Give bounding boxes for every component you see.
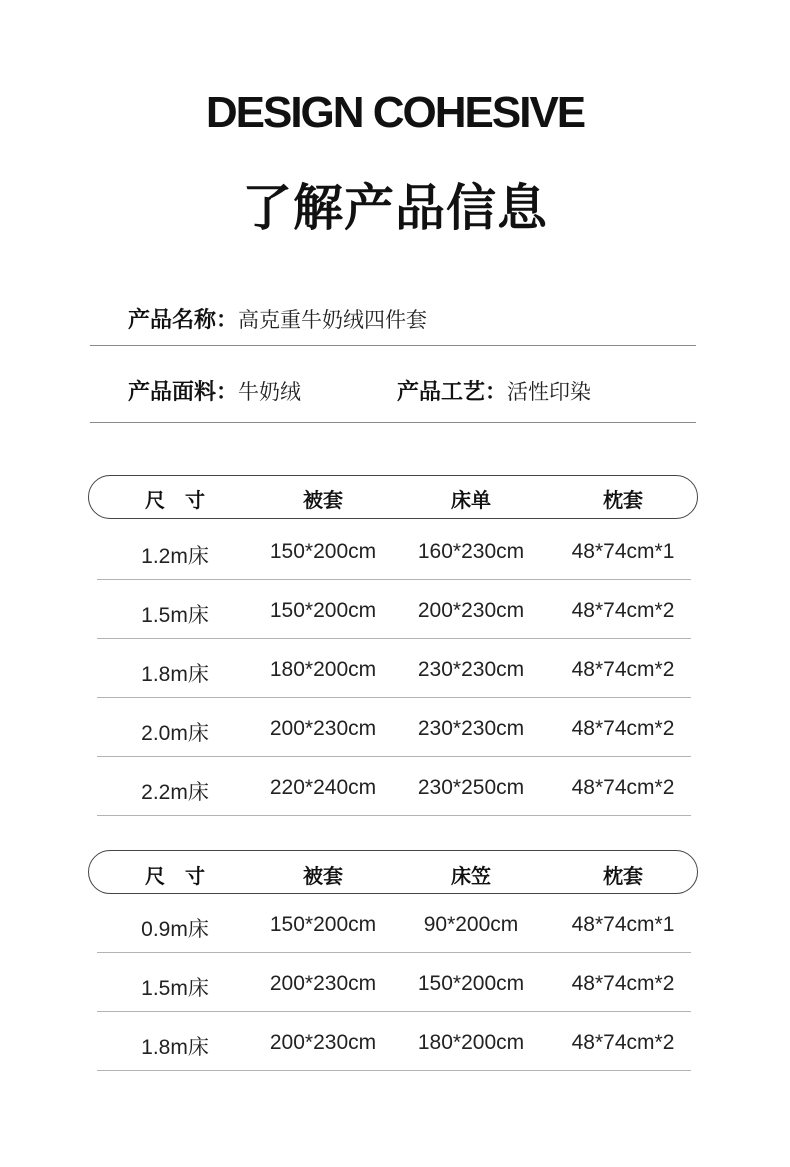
table-cell: 48*74cm*2	[571, 658, 675, 681]
table-cell: 230*250cm	[417, 776, 525, 799]
table-cell: 0.9m床	[141, 918, 209, 941]
table-cell: 160*230cm	[417, 540, 525, 563]
product-craft-row	[397, 375, 591, 406]
product-craft-label: 产品工艺：	[397, 380, 508, 405]
table-cell: 150*200cm	[417, 972, 525, 995]
table-cell: 1.8m床	[141, 663, 209, 686]
table-cell: 1.5m床	[141, 604, 209, 627]
product-craft-value: 活性印染	[507, 380, 592, 404]
table-cell: 220*240cm	[269, 776, 377, 799]
row-divider	[97, 1011, 691, 1012]
product-fabric-label: 产品面料：	[128, 380, 239, 405]
product-name-row	[128, 303, 427, 334]
table-cell: 150*200cm	[269, 913, 377, 936]
product-fabric-row	[128, 375, 301, 406]
table-cell: 200*230cm	[269, 972, 377, 995]
table-cell: 1.5m床	[141, 977, 209, 1000]
column-header: 枕套	[603, 864, 643, 888]
column-header: 枕套	[603, 488, 643, 512]
divider	[90, 345, 696, 346]
table-cell: 150*200cm	[269, 540, 377, 563]
product-name-label: 产品名称：	[128, 308, 239, 333]
table-cell: 230*230cm	[417, 717, 525, 740]
product-fabric-value: 牛奶绒	[238, 380, 302, 404]
table-cell: 90*200cm	[423, 913, 519, 936]
table-cell: 48*74cm*2	[571, 717, 675, 740]
row-divider	[97, 697, 691, 698]
table-cell: 200*230cm	[269, 1031, 377, 1054]
table-cell: 48*74cm*2	[571, 1031, 675, 1054]
page-title-en: DESIGN COHESIVE	[205, 88, 585, 137]
table-cell: 48*74cm*1	[571, 540, 675, 563]
table-cell: 48*74cm*2	[571, 599, 675, 622]
row-divider	[97, 1070, 691, 1071]
row-divider	[97, 579, 691, 580]
table-cell: 200*230cm	[417, 599, 525, 622]
divider	[90, 422, 696, 423]
column-header: 被套	[303, 864, 343, 888]
page-title-cn: 了解产品信息	[242, 179, 548, 237]
table-cell: 230*230cm	[417, 658, 525, 681]
row-divider	[97, 815, 691, 816]
table-cell: 48*74cm*2	[571, 776, 675, 799]
table-cell: 180*200cm	[417, 1031, 525, 1054]
row-divider	[97, 952, 691, 953]
table-cell: 1.8m床	[141, 1036, 209, 1059]
column-header: 尺 寸	[145, 864, 205, 888]
table-cell: 48*74cm*2	[571, 972, 675, 995]
column-header: 被套	[303, 488, 343, 512]
table-cell: 180*200cm	[269, 658, 377, 681]
table-cell: 2.2m床	[141, 781, 209, 804]
table-cell: 1.2m床	[141, 545, 209, 568]
row-divider	[97, 756, 691, 757]
table-cell: 150*200cm	[269, 599, 377, 622]
table-cell: 200*230cm	[269, 717, 377, 740]
product-name-value: 高克重牛奶绒四件套	[238, 308, 428, 332]
column-header: 床单	[451, 488, 491, 512]
table-cell: 2.0m床	[141, 722, 209, 745]
column-header: 尺 寸	[145, 488, 205, 512]
row-divider	[97, 638, 691, 639]
column-header: 床笠	[451, 864, 491, 888]
table-cell: 48*74cm*1	[571, 913, 675, 936]
